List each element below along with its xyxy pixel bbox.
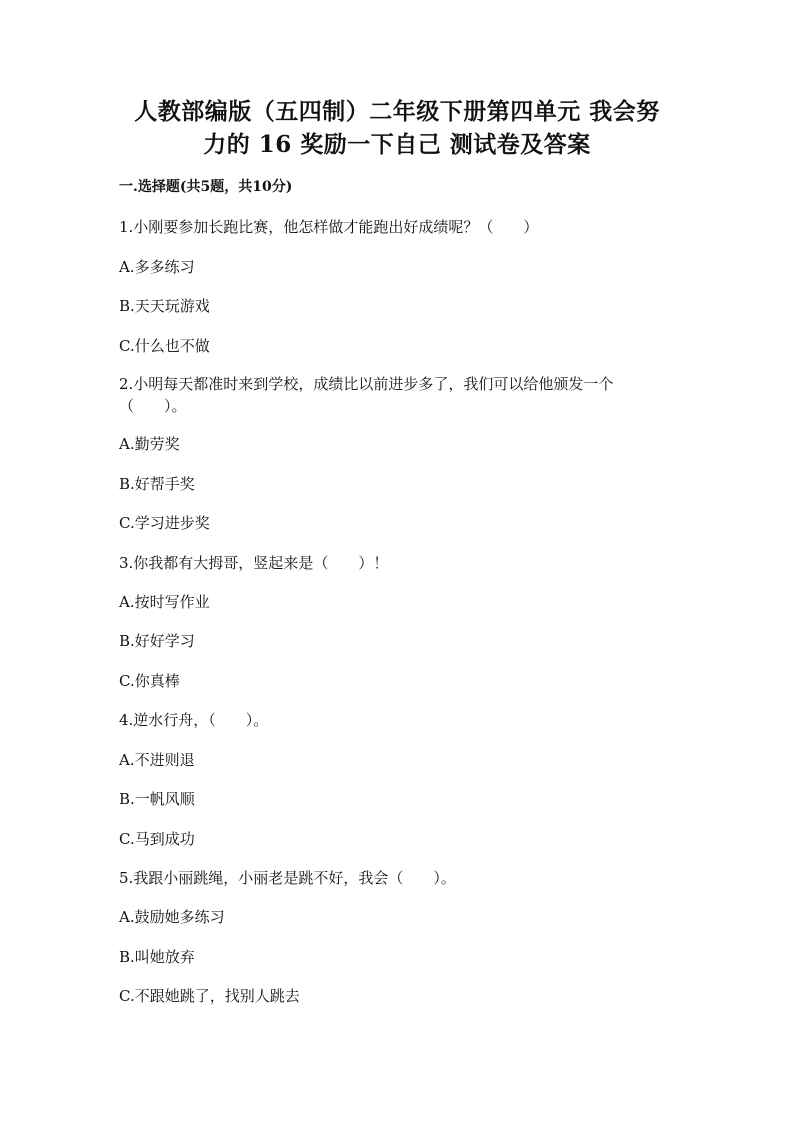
question-5-option-b: B.叫她放弃	[119, 948, 195, 966]
question-1-option-a: A.多多练习	[119, 258, 195, 276]
question-4-stem: 4.逆水行舟，（ ）。	[119, 711, 269, 729]
question-3-option-b: B.好好学习	[119, 632, 195, 650]
question-5-stem: 5.我跟小丽跳绳，小丽老是跳不好，我会（ ）。	[119, 869, 456, 887]
section-heading: 一.选择题(共5题，共10分)	[119, 179, 293, 195]
question-3-option-c: C.你真棒	[119, 672, 180, 690]
question-2-stem-continued: （ ）。	[119, 397, 187, 415]
question-2-stem: 2.小明每天都准时来到学校，成绩比以前进步多了，我们可以给他颁发一个	[119, 375, 614, 393]
question-4-option-c: C.马到成功	[119, 830, 195, 848]
question-5-option-c: C.不跟她跳了，找别人跳去	[119, 987, 300, 1005]
document-title-line-1: 人教部编版（五四制）二年级下册第四单元 我会努	[134, 98, 660, 125]
question-2-option-c: C.学习进步奖	[119, 514, 210, 532]
document-title-line-2: 力的 16 奖励一下自己 测试卷及答案	[203, 131, 591, 158]
question-1-stem: 1.小刚要参加长跑比赛，他怎样做才能跑出好成绩呢？（ ）	[119, 218, 539, 236]
question-2-option-b: B.好帮手奖	[119, 475, 195, 493]
question-1-option-b: B.天天玩游戏	[119, 297, 210, 315]
question-2-option-a: A.勤劳奖	[119, 435, 180, 453]
question-3-option-a: A.按时写作业	[119, 593, 210, 611]
question-4-option-b: B.一帆风顺	[119, 790, 195, 808]
question-3-stem: 3.你我都有大拇哥，竖起来是（ ）！	[119, 554, 389, 572]
question-4-option-a: A.不进则退	[119, 751, 195, 769]
question-5-option-a: A.鼓励她多练习	[119, 908, 225, 926]
question-1-option-c: C.什么也不做	[119, 337, 210, 355]
